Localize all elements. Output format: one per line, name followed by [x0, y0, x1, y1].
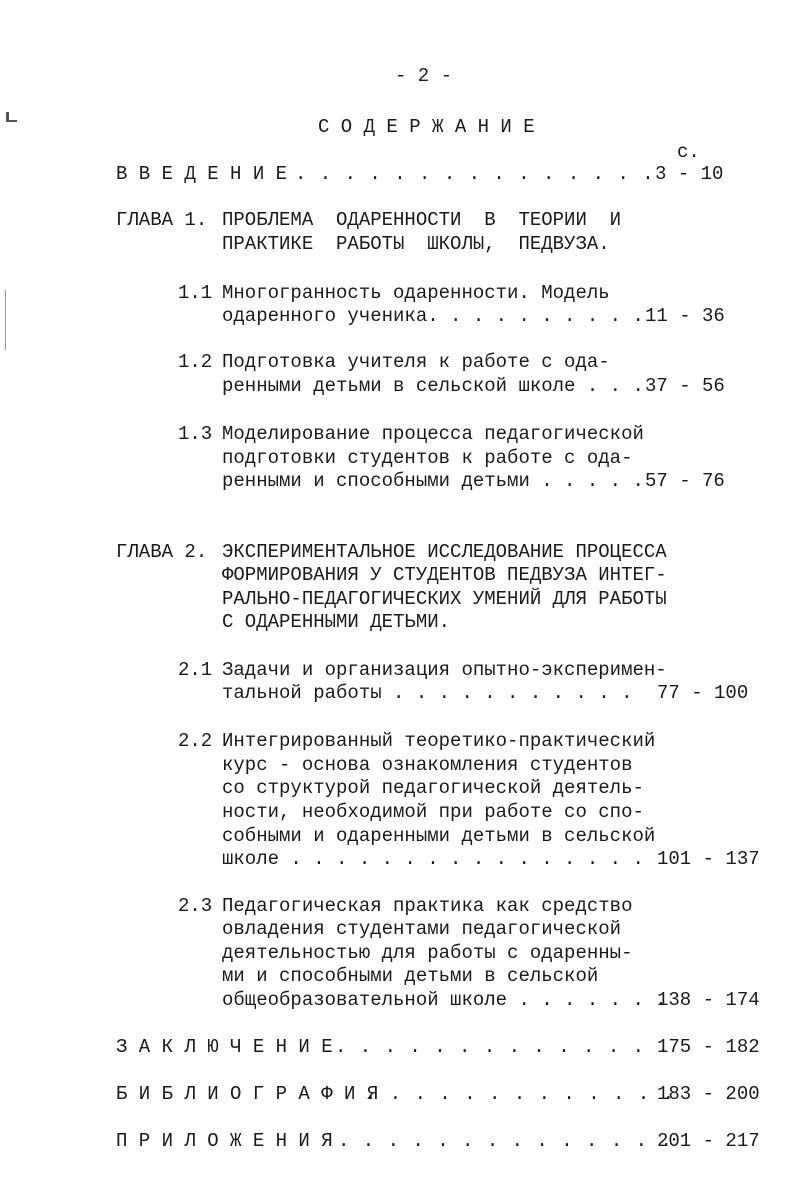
section-title-line: ренными детьми в сельской школе . . .: [222, 375, 644, 397]
chapter-2-title-line: С ОДАРЕННЫМИ ДЕТЬМИ.: [222, 611, 451, 633]
conclusion-label: З А К Л Ю Ч Е Н И Е: [116, 1036, 333, 1058]
appendices-dots: . . . . . . . . . . . . . .: [338, 1130, 673, 1152]
chapter-2-label: ГЛАВА 2.: [116, 541, 208, 563]
page-number: - 2 -: [395, 65, 453, 87]
page-title: С О Д Е Р Ж А Н И Е: [318, 116, 535, 138]
section-title-line: ми и способными детьми в сельской: [222, 965, 599, 987]
section-title-line: школе . . . . . . . . . . . . . . . .: [222, 848, 644, 870]
section-number: 2.1: [178, 659, 213, 681]
chapter-1-label: ГЛАВА 1.: [116, 209, 208, 231]
section-pages: 101 - 137: [657, 848, 760, 870]
section-pages: 138 - 174: [657, 989, 760, 1011]
chapter-2-title-line: ЭКСПЕРИМЕНТАЛЬНОЕ ИССЛЕДОВАНИЕ ПРОЦЕССА: [222, 541, 667, 563]
chapter-2-title-line: РАЛЬНО-ПЕДАГОГИЧЕСКИХ УМЕНИЙ ДЛЯ РАБОТЫ: [222, 588, 667, 610]
section-title-line: Подготовка учителя к работе с ода-: [222, 351, 610, 373]
section-pages: 11 - 36: [645, 305, 725, 327]
chapter-2-title-line: ФОРМИРОВАНИЯ У СТУДЕНТОВ ПЕДВУЗА ИНТЕГ-: [222, 564, 667, 586]
section-pages: 57 - 76: [645, 470, 725, 492]
section-title-line: тальной работы . . . . . . . . . . .: [222, 682, 633, 704]
section-number: 2.3: [178, 895, 213, 917]
section-title-line: Интегрированный теоретико-практический: [222, 730, 656, 752]
chapter-1-title-line: ПРАКТИКЕ РАБОТЫ ШКОЛЫ, ПЕДВУЗА.: [222, 233, 610, 255]
intro-dots: . . . . . . . . . . . . . . .: [295, 163, 655, 185]
section-title-line: одаренного ученика. . . . . . . . . .: [222, 305, 644, 327]
section-title-line: подготовки студентов к работе с ода-: [222, 447, 633, 469]
section-number: 1.2: [178, 351, 213, 373]
intro-pages: 3 - 10: [655, 163, 724, 185]
section-pages: 37 - 56: [645, 375, 725, 397]
section-title-line: Многогранность одаренности. Модель: [222, 282, 610, 304]
section-title-line: овладения студентами педагогической: [222, 918, 622, 940]
section-title-line: деятельностью для работы с одаренны-: [222, 942, 633, 964]
section-title-line: Моделирование процесса педагогической: [222, 423, 644, 445]
section-title-line: со структурой педагогической деятель-: [222, 777, 644, 799]
section-title-line: собными и одаренными детьми в сельской: [222, 825, 656, 847]
bibliography-label: Б И Б Л И О Г Р А Ф И Я: [116, 1083, 379, 1105]
section-pages: 77 - 100: [657, 682, 749, 704]
page-column-label: с.: [677, 141, 700, 163]
conclusion-pages: 175 - 182: [657, 1036, 760, 1058]
section-title-line: ренными и способными детьми . . . . .: [222, 470, 644, 492]
section-number: 1.1: [178, 282, 213, 304]
scan-artifact: [9, 120, 17, 122]
bibliography-dots: . . . . . . . . . . . . .: [365, 1083, 676, 1105]
chapter-1-title-line: ПРОБЛЕМА ОДАРЕННОСТИ В ТЕОРИИ И: [222, 209, 622, 231]
bibliography-pages: 183 - 200: [657, 1083, 760, 1105]
appendices-label: П Р И Л О Ж Е Н И Я: [116, 1130, 333, 1152]
intro-label: В В Е Д Е Н И Е: [116, 163, 288, 185]
section-title-line: Педагогическая практика как средство: [222, 895, 633, 917]
section-title-line: ности, необходимой при работе со спо-: [222, 801, 644, 823]
section-title-line: Задачи и организация опытно-эксперимен-: [222, 659, 667, 681]
conclusion-dots: . . . . . . . . . . . . . .: [335, 1036, 670, 1058]
section-number: 2.2: [178, 730, 213, 752]
section-title-line: курс - основа ознакомления студентов: [222, 754, 633, 776]
appendices-pages: 201 - 217: [657, 1130, 760, 1152]
section-number: 1.3: [178, 423, 213, 445]
scan-artifact: [5, 290, 6, 350]
section-title-line: общеобразовательной школе . . . . . . .: [222, 989, 667, 1011]
